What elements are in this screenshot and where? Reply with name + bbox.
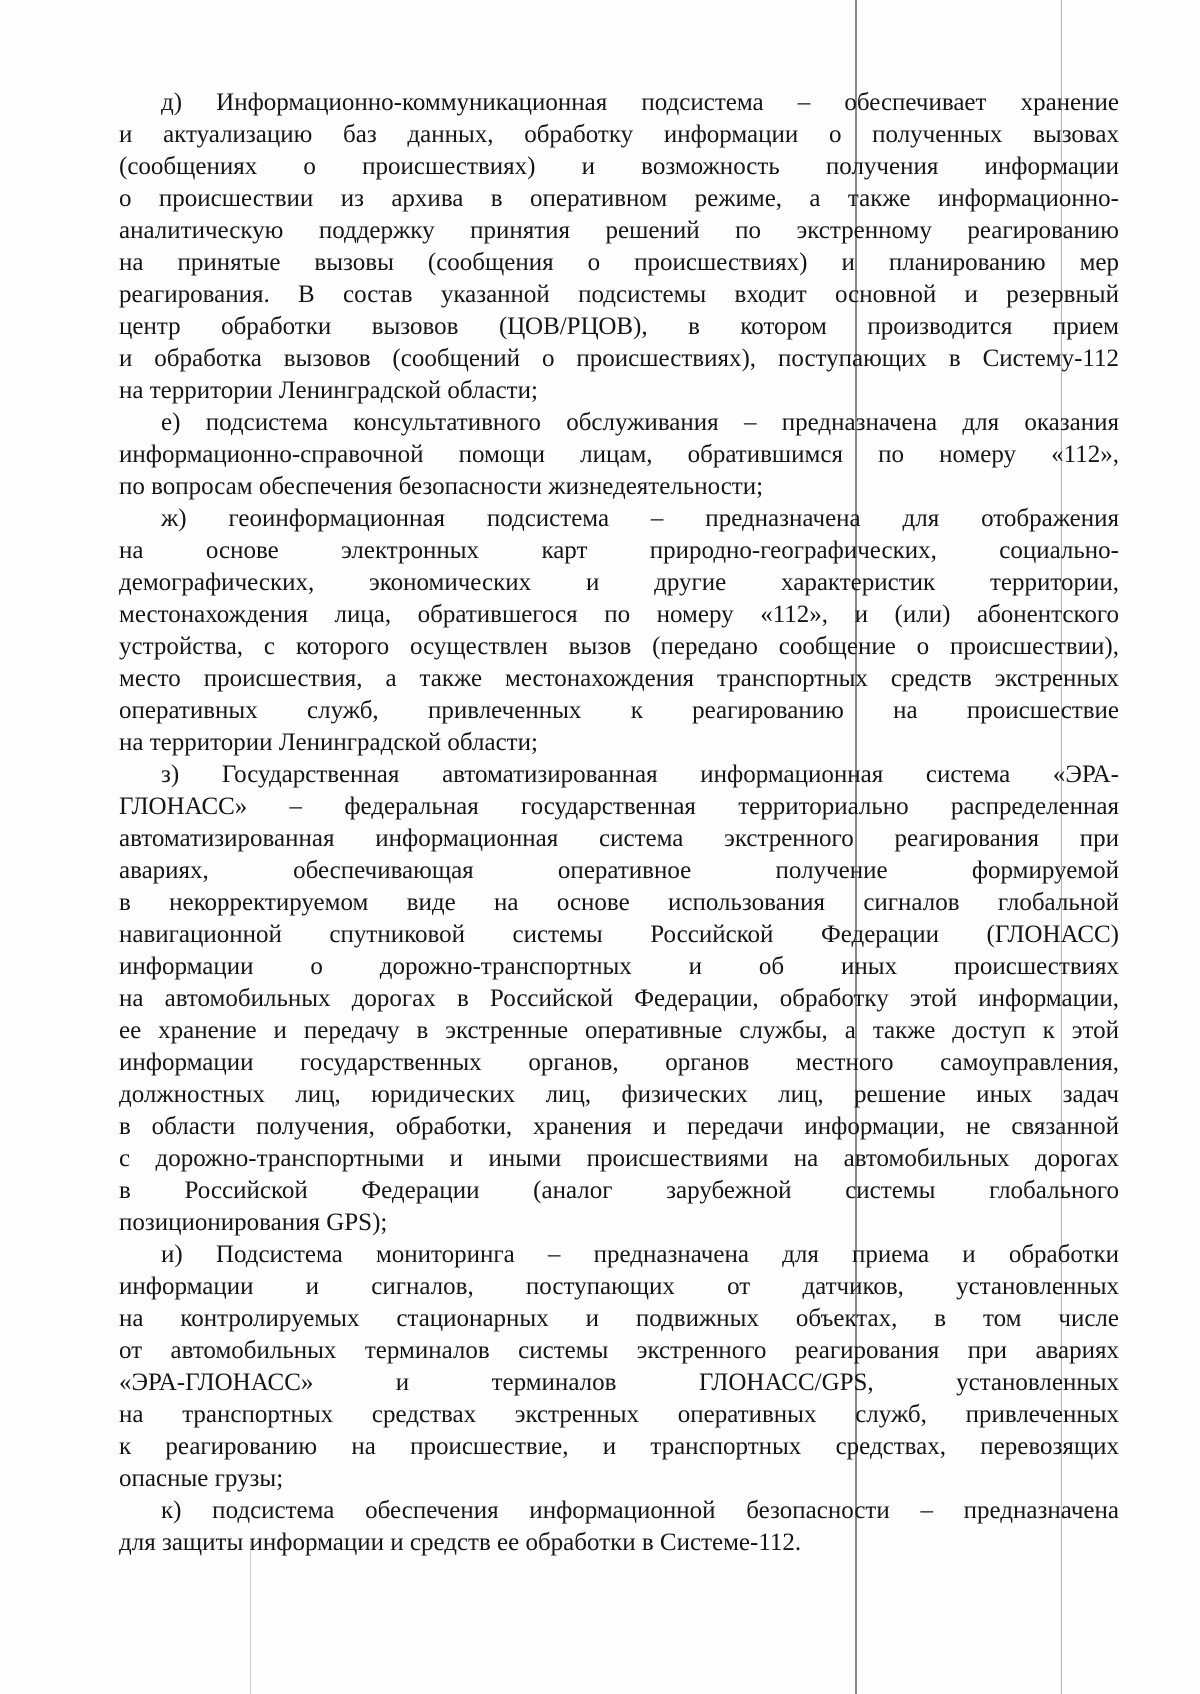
text-line: устройства, с которого осуществлен вызов (передано сообщение о происшествии), xyxy=(119,633,1119,660)
text-line: и актуализацию баз данных, обработку информации о полученных вызовах xyxy=(119,121,1119,148)
text-line: авариях, обеспечивающая оперативное получение формируемой xyxy=(119,857,1119,884)
text-line: местонахождения лица, обратившегося по номеру «112», и (или) абонентского xyxy=(119,601,1119,628)
text-line: и обработка вызовов (сообщений о происшествиях), поступающих в Систему-112 xyxy=(119,345,1119,372)
text-line: е) подсистема консультативного обслуживания – предназначена для оказания xyxy=(161,409,1119,436)
text-line: реагирования. В состав указанной подсистемы входит основной и резервный xyxy=(119,281,1119,308)
paragraph-e xyxy=(119,407,1119,503)
paragraph-i xyxy=(119,1239,1119,1495)
text-line: с дорожно-транспортными и иными происшествиями на автомобильных дорогах xyxy=(119,1145,1119,1172)
text-line: от автомобильных терминалов системы экстренного реагирования при авариях xyxy=(119,1337,1119,1364)
text-line: навигационной спутниковой системы Российской Федерации (ГЛОНАСС) xyxy=(119,921,1119,948)
text-line: к реагированию на происшествие, и транспортных средствах, перевозящих xyxy=(119,1433,1119,1460)
text-line: д) Информационно-коммуникационная подсистема – обеспечивает хранение xyxy=(161,89,1119,116)
paragraph-zh xyxy=(119,503,1119,759)
text-line: и) Подсистема мониторинга – предназначена для приема и обработки xyxy=(161,1241,1119,1268)
text-line: з) Государственная автоматизированная информационная система «ЭРА- xyxy=(161,761,1119,788)
text-line: на автомобильных дорогах в Российской Федерации, обработку этой информации, xyxy=(119,985,1119,1012)
paragraph-z xyxy=(119,759,1119,1239)
text-line: на принятые вызовы (сообщения о происшествиях) и планированию мер xyxy=(119,249,1119,276)
text-line: в области получения, обработки, хранения и передачи информации, не связанной xyxy=(119,1113,1119,1140)
text-line: оперативных служб, привлеченных к реагированию на происшествие xyxy=(119,697,1119,724)
text-line: по вопросам обеспечения безопасности жизнедеятельности; xyxy=(119,473,764,500)
text-line: позиционирования GPS); xyxy=(119,1209,388,1236)
text-line: в Российской Федерации (аналог зарубежной системы глобального xyxy=(119,1177,1119,1204)
text-line: на контролируемых стационарных и подвижных объектах, в том числе xyxy=(119,1305,1119,1332)
text-line: место происшествия, а также местонахождения транспортных средств экстренных xyxy=(119,665,1119,692)
text-line: о происшествии из архива в оперативном режиме, а также информационно- xyxy=(119,185,1119,212)
document-body xyxy=(119,87,1119,1559)
text-line: к) подсистема обеспечения информационной безопасности – предназначена xyxy=(161,1497,1119,1524)
text-line: опасные грузы; xyxy=(119,1465,284,1492)
text-line: информации и сигналов, поступающих от датчиков, установленных xyxy=(119,1273,1119,1300)
text-line: (сообщениях о происшествиях) и возможность получения информации xyxy=(119,153,1119,180)
text-line: аналитическую поддержку принятия решений по экстренному реагированию xyxy=(119,217,1119,244)
text-line: ж) геоинформационная подсистема – предназначена для отображения xyxy=(161,505,1119,532)
text-line: информации о дорожно-транспортных и об иных происшествиях xyxy=(119,953,1119,980)
text-line: ГЛОНАСС» – федеральная государственная территориально распределенная xyxy=(119,793,1119,820)
text-line: для защиты информации и средств ее обработки в Системе-112. xyxy=(119,1529,802,1556)
paragraph-d xyxy=(119,87,1119,407)
text-line: автоматизированная информационная система экстренного реагирования при xyxy=(119,825,1119,852)
text-line: ее хранение и передачу в экстренные оперативные службы, а также доступ к этой xyxy=(119,1017,1119,1044)
text-line: на основе электронных карт природно-географических, социально- xyxy=(119,537,1119,564)
paragraph-k xyxy=(119,1495,1119,1559)
text-line: должностных лиц, юридических лиц, физических лиц, решение иных задач xyxy=(119,1081,1119,1108)
text-line: на территории Ленинградской области; xyxy=(119,377,538,404)
scan-fold-line xyxy=(250,1540,251,1694)
text-line: на территории Ленинградской области; xyxy=(119,729,538,756)
text-line: на транспортных средствах экстренных оперативных служб, привлеченных xyxy=(119,1401,1119,1428)
text-line: информации государственных органов, органов местного самоуправления, xyxy=(119,1049,1119,1076)
text-line: центр обработки вызовов (ЦОВ/РЦОВ), в котором производится прием xyxy=(119,313,1119,340)
text-line: демографических, экономических и другие характеристик территории, xyxy=(119,569,1119,596)
text-line: в некорректируемом виде на основе использования сигналов глобальной xyxy=(119,889,1119,916)
text-line: информационно-справочной помощи лицам, обратившимся по номеру «112», xyxy=(119,441,1119,468)
text-line: «ЭРА-ГЛОНАСС» и терминалов ГЛОНАСС/GPS, установленных xyxy=(119,1369,1119,1396)
